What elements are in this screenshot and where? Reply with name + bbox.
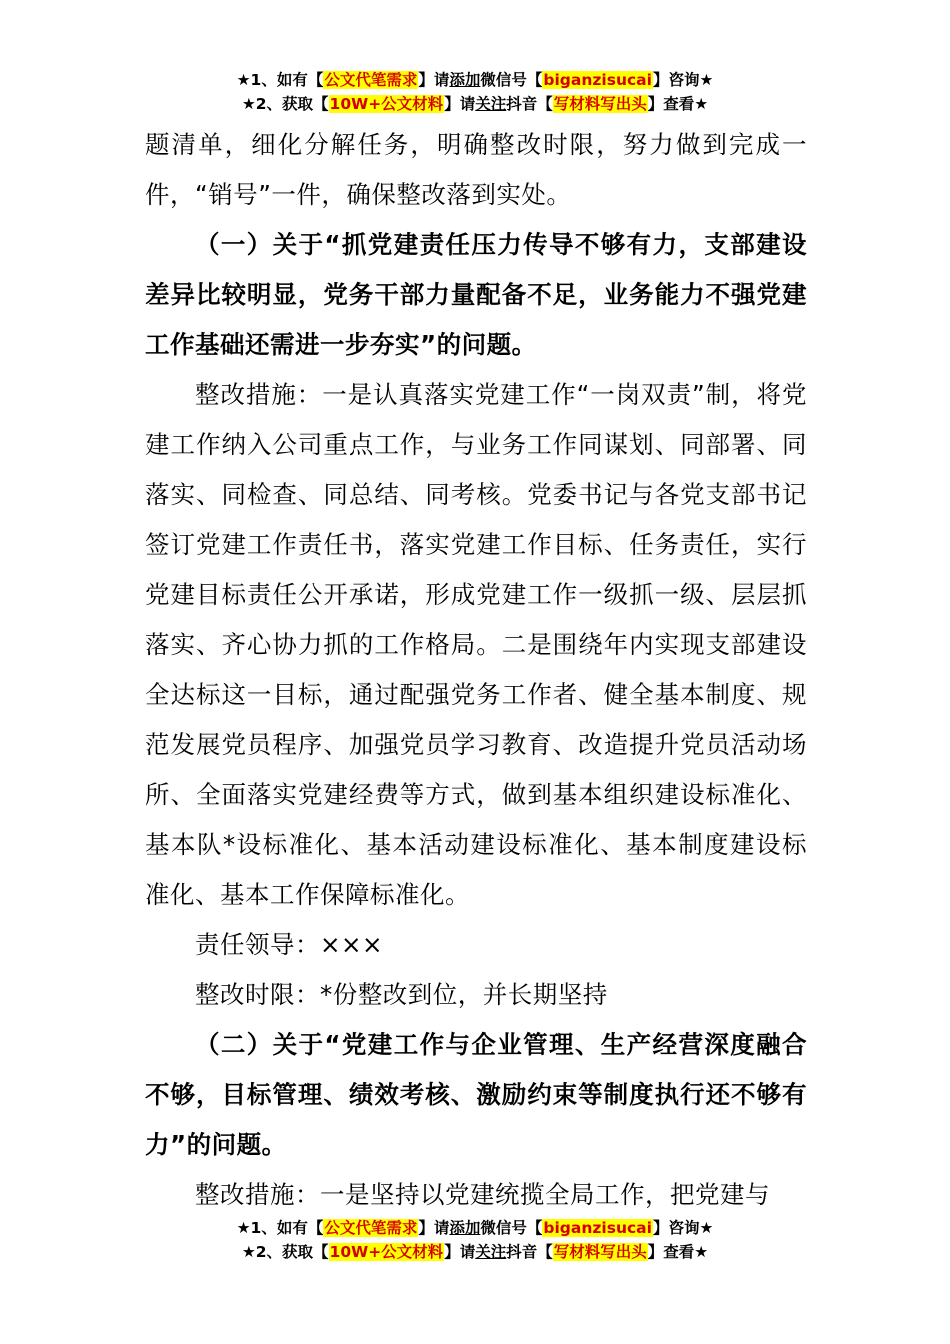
promo-text: 】请: [444, 1243, 476, 1261]
promo-text: ★2、获取【: [241, 1243, 329, 1261]
highlight-douyin-account: 写材料写出头: [553, 95, 647, 113]
highlight-materials: 10W+公文材料: [329, 1243, 444, 1261]
deadline: 整改时限：*份整改到位，并长期坚持: [195, 980, 608, 1009]
promo-text: 】查看★: [647, 1243, 709, 1261]
paragraph-continuation: 题清单，细化分解任务，明确整改时限，努力做到完成一件，“销号”一件，确保整改落到实处。: [145, 130, 807, 209]
promo-text: 】咨询★: [652, 1219, 714, 1237]
document-body: [145, 120, 807, 1220]
section-heading-2: （二）关于“党建工作与企业管理、生产经营深度融合不够，目标管理、绩效考核、激励约束等制度执行还不够有力”的问题。: [145, 1030, 807, 1159]
promo-line-2: [0, 1240, 950, 1264]
promo-text: ★1、如有【: [236, 71, 324, 89]
promo-text: 】请: [418, 71, 450, 89]
underlined-text: 关注: [475, 1243, 507, 1261]
highlight-service: 公文代笔需求: [324, 1219, 418, 1237]
paragraph-measures-2: 整改措施：一是坚持以党建统揽全局工作，把党建与: [195, 1180, 770, 1209]
promo-text: 】查看★: [647, 95, 709, 113]
promo-text: ★1、如有【: [236, 1219, 324, 1237]
top-promo-banner: [0, 68, 950, 116]
section-heading-1: （一）关于“抓党建责任压力传导不够有力，支部建设差异比较明显，党务干部力量配备不足，业务能力不强党建工作基础还需进一步夯实”的问题。: [145, 230, 807, 359]
bottom-promo-banner: [0, 1216, 950, 1264]
promo-text: 】咨询★: [652, 71, 714, 89]
highlight-service: 公文代笔需求: [324, 71, 418, 89]
promo-text: 抖音【: [506, 1243, 553, 1261]
promo-text: 】请: [444, 95, 476, 113]
underlined-text: 添加: [449, 71, 481, 89]
promo-text: 】请: [418, 1219, 450, 1237]
promo-text: 抖音【: [506, 95, 553, 113]
promo-text: 微信号【: [480, 1219, 543, 1237]
promo-line-1: [0, 68, 950, 92]
underlined-text: 添加: [449, 1219, 481, 1237]
highlight-wechat-id: biganzisucai: [543, 71, 652, 89]
promo-line-2: [0, 92, 950, 116]
highlight-wechat-id: biganzisucai: [543, 1219, 652, 1237]
highlight-douyin-account: 写材料写出头: [553, 1243, 647, 1261]
promo-line-1: [0, 1216, 950, 1240]
promo-text: 微信号【: [480, 71, 543, 89]
responsible-leader: 责任领导：×××: [195, 930, 384, 959]
underlined-text: 关注: [475, 95, 507, 113]
highlight-materials: 10W+公文材料: [329, 95, 444, 113]
paragraph-measures-1: 整改措施：一是认真落实党建工作“一岗双责”制，将党建工作纳入公司重点工作，与业务工作同谋划、同部署、同落实、同检查、同总结、同考核。党委书记与各党支部书记签订党建工作责任书，落实党建工作目标、任务责任，实行党建目标责任公开承诺，形成党建工作一级抓一级、层层抓落实、齐心协力抓的工作格局。二是围绕年内实现支部建设全达标这一目标，通过配强党务工作者、健全基本制度、规范发展党员程序、加强党员学习教育、改造提升党员活动场所、全面落实党建经费等方式，做到基本组织建设标准化、基本队*设标准化、基本活动建设标准化、基本制度建设标准化、基本工作保障标准化。: [145, 380, 807, 909]
promo-text: ★2、获取【: [241, 95, 329, 113]
